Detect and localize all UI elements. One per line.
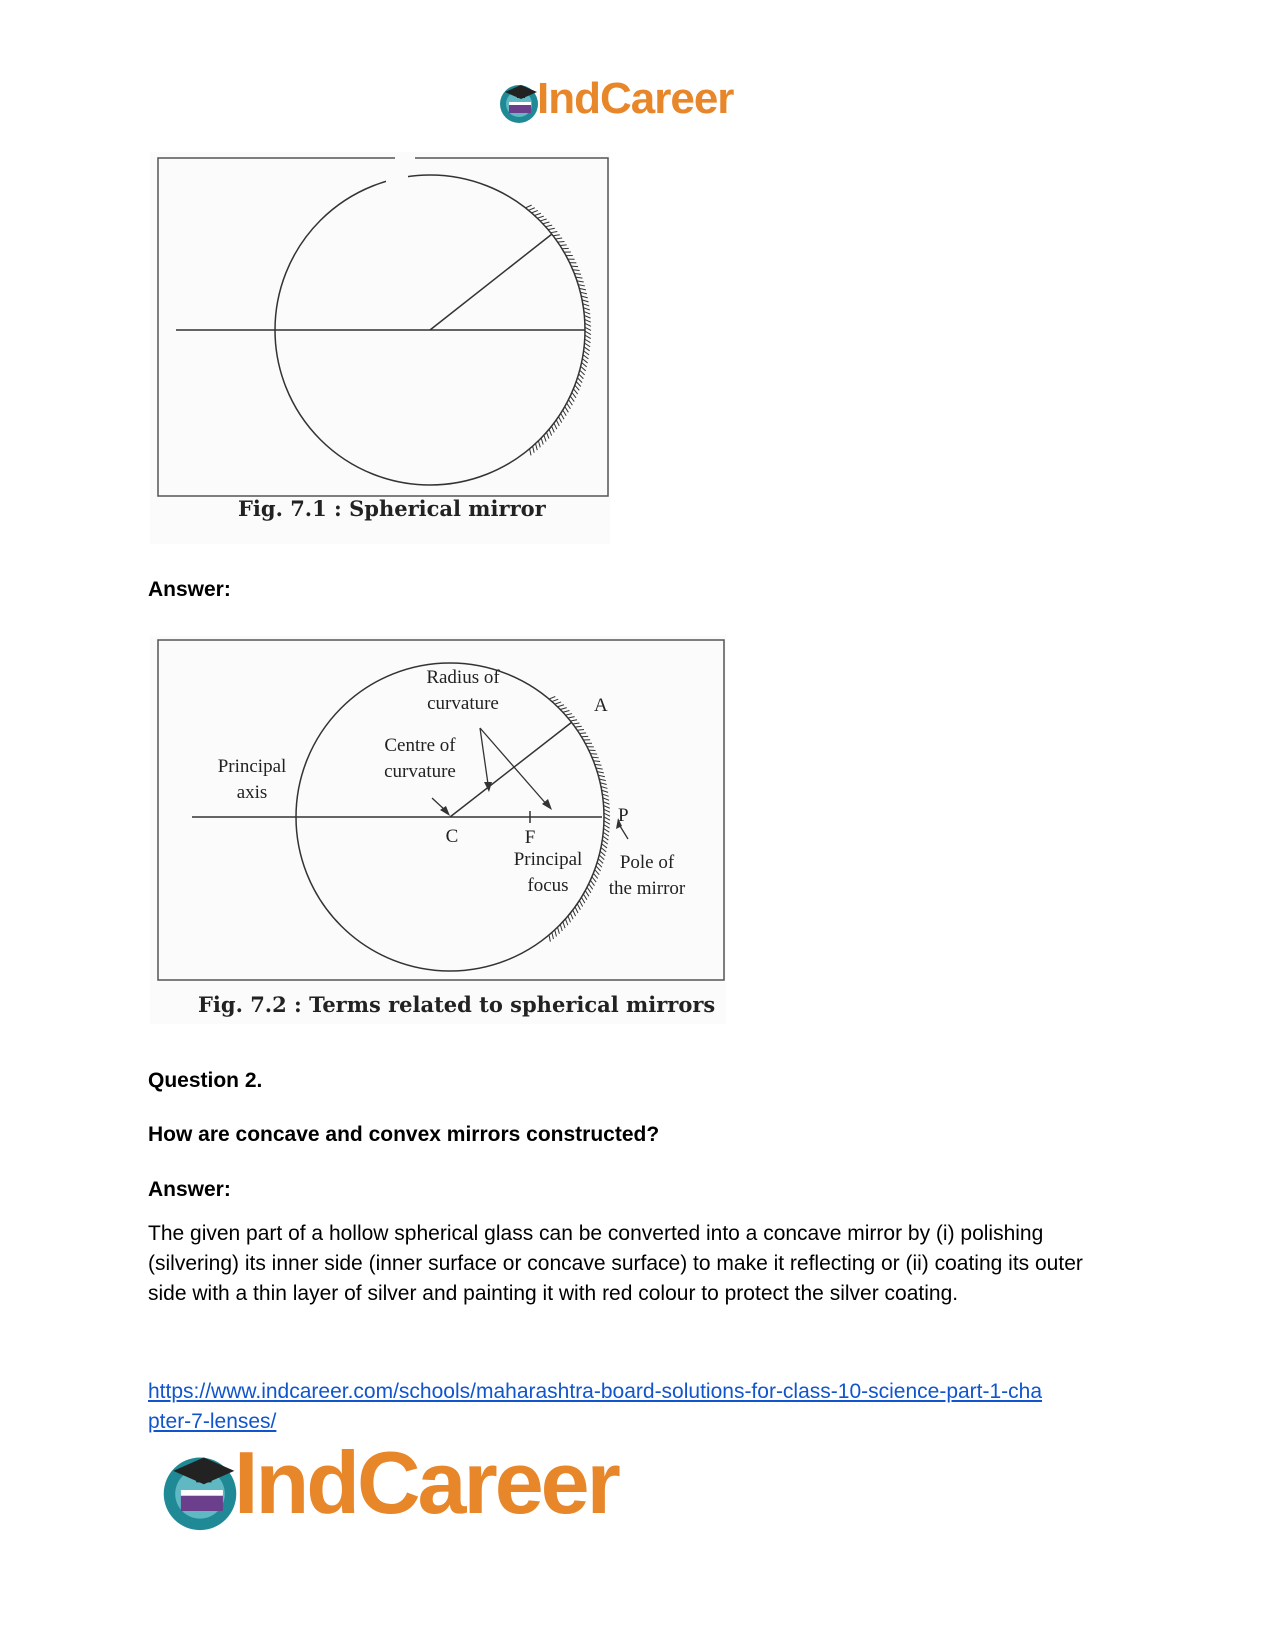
spherical-mirror-diagram bbox=[150, 152, 610, 502]
label-centre-1: Centre of bbox=[384, 735, 456, 756]
label-point-c: C bbox=[445, 826, 459, 847]
answer-label: Answer: bbox=[148, 578, 231, 601]
source-link-line2[interactable]: pter-7-lenses/ bbox=[148, 1410, 277, 1433]
label-axis-1: Principal bbox=[217, 756, 287, 777]
label-radius-2: curvature bbox=[427, 693, 499, 714]
answer-label-2: Answer: bbox=[148, 1178, 231, 1201]
footer-logo-text: IndCareer bbox=[234, 1433, 618, 1532]
label-radius-1: Radius of bbox=[426, 667, 500, 688]
graduation-cap-globe-icon bbox=[158, 1448, 242, 1532]
label-centre-2: curvature bbox=[384, 761, 456, 782]
label-pole-2: the mirror bbox=[608, 878, 686, 899]
header-logo bbox=[497, 74, 767, 128]
footer-logo bbox=[158, 1433, 698, 1542]
header-logo-text: IndCareer bbox=[537, 74, 734, 123]
spherical-mirror-terms-diagram bbox=[150, 636, 726, 986]
question-text: How are concave and convex mirrors constructed? bbox=[148, 1123, 660, 1146]
label-point-a: A bbox=[594, 695, 608, 716]
question-number: Question 2. bbox=[148, 1069, 263, 1092]
figure-7-1-caption: Fig. 7.1 : Spherical mirror bbox=[238, 496, 546, 521]
figure-7-1 bbox=[150, 152, 610, 544]
label-pole-1: Pole of bbox=[619, 852, 675, 873]
label-focus-2: focus bbox=[527, 875, 569, 896]
label-point-f: F bbox=[524, 827, 536, 848]
label-point-p: P bbox=[618, 805, 629, 826]
label-axis-2: axis bbox=[236, 782, 268, 803]
figure-7-2 bbox=[150, 636, 726, 1024]
source-link-line1[interactable]: https://www.indcareer.com/schools/maharashtra-board-solutions-for-class-10-science-part-1-cha bbox=[148, 1380, 1043, 1403]
label-focus-1: Principal bbox=[513, 849, 583, 870]
figure-7-2-caption: Fig. 7.2 : Terms related to spherical mirrors bbox=[198, 992, 716, 1017]
source-link[interactable] bbox=[148, 1377, 1148, 1437]
answer-paragraph: The given part of a hollow spherical glass can be converted into a concave mirror by (i) polishing (silvering) its inner side (inner surface or concave surface) to make it reflecting or (ii) coating its outer side with a thin layer of silver and painting it with red colour to protect the silver coating. bbox=[148, 1222, 1083, 1305]
graduation-cap-globe-icon bbox=[497, 80, 541, 124]
